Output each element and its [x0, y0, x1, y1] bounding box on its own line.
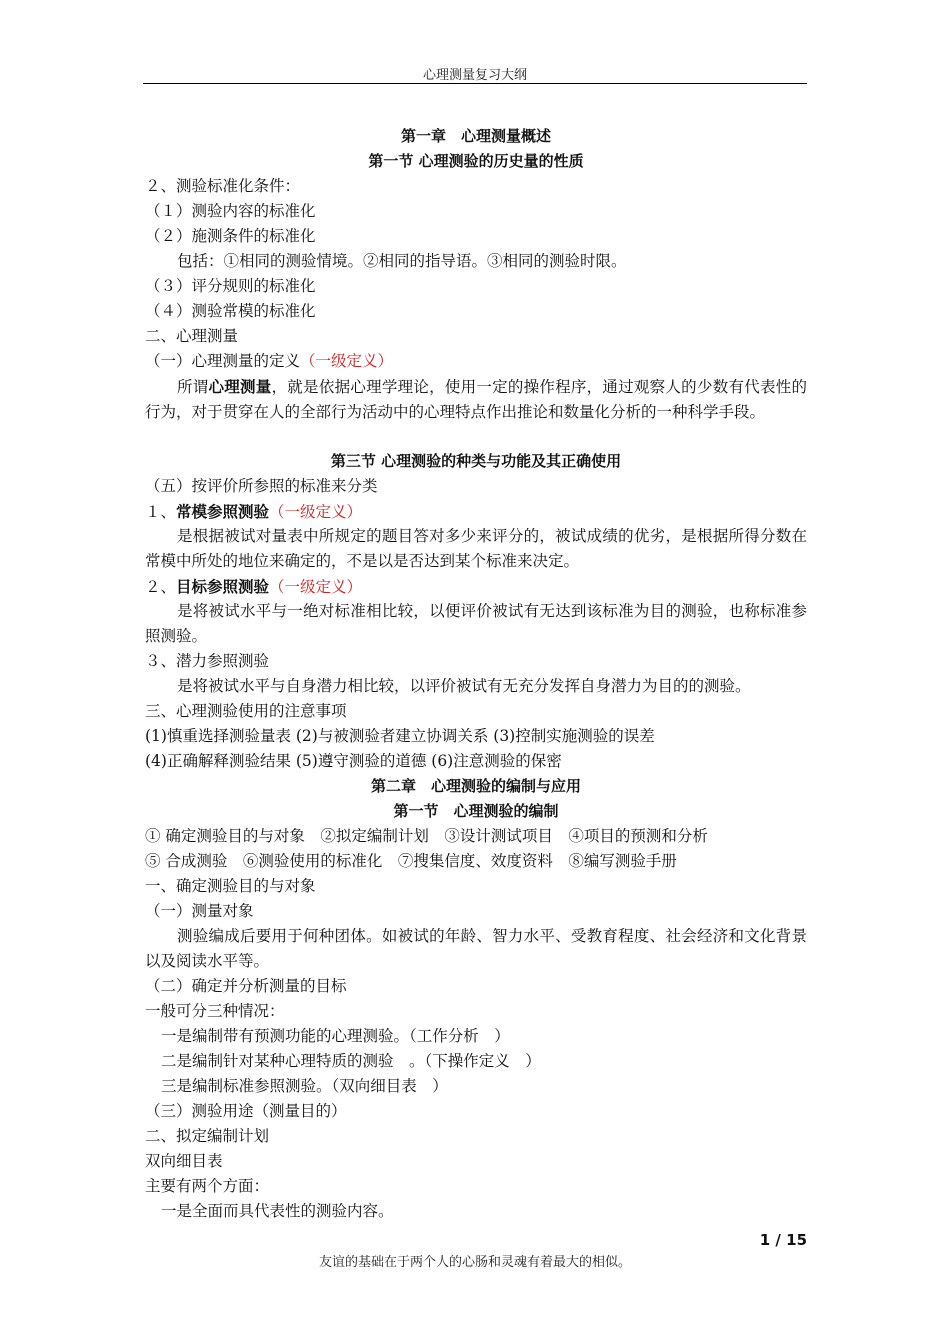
criterion-referenced-heading	[145, 574, 807, 599]
header-divider	[143, 83, 807, 84]
text-line: 一是编制带有预测功能的心理测验。（工作分析 ）	[161, 1027, 510, 1045]
text-line: 一是全面而具代表性的测验内容。	[161, 1202, 394, 1220]
chapter-1-section-1-title: 第一节 心理测验的历史量的性质	[368, 152, 584, 170]
chapter-1-section-3-title: 第三节 心理测验的种类与功能及其正确使用	[330, 452, 622, 470]
text-line: 主要有两个方面：	[145, 1177, 270, 1195]
text-line: （一）测量对象	[145, 902, 254, 920]
text-line: 二、拟定编制计划	[145, 1127, 270, 1145]
text-line: 三是编制标准参照测验。（双向细目表 ）	[161, 1077, 448, 1095]
norm-referenced-heading	[145, 499, 807, 524]
text-line: （三）测验用途（测量目的）	[145, 1102, 347, 1120]
bold-term: 心理测量	[208, 377, 272, 396]
text-line: ⑤ 合成测验 ⑥测验使用的标准化 ⑦搜集信度、效度资料 ⑧编写测验手册	[145, 852, 677, 870]
definition-heading	[145, 349, 807, 374]
chapter-2-title: 第二章 心理测验的编制与应用	[370, 777, 581, 795]
text-line: 是将被试水平与自身潜力相比较，以评价被试有无充分发挥自身潜力为目的的测验。	[177, 677, 751, 695]
paragraph-norm-referenced: 是根据被试对量表中所规定的题目答对多少来评分的，被试成绩的优劣，是根据所得分数在常模中所处的地位来确定的，不是以是否达到某个标准来决定。	[145, 527, 807, 570]
definition-level-tag: （一级定义）	[269, 578, 363, 596]
text-line: 一、确定测验目的与对象	[145, 877, 316, 895]
document-body	[145, 124, 807, 1224]
paragraph-criterion-referenced: 是将被试水平与一绝对标准相比较，以便评价被试有无达到该标准为目的测验，也称标准参照测验。	[145, 602, 807, 645]
bold-term: 常模参照测验	[176, 502, 270, 521]
bold-term: 目标参照测验	[176, 577, 270, 596]
text-line: （五）按评价所参照的标准来分类	[145, 477, 378, 495]
text-line: 双向细目表	[145, 1152, 223, 1170]
text-line: (4)正确解释测验结果 (5)遵守测验的道德 (6)注意测验的保密	[145, 752, 562, 770]
definition-level-tag: （一级定义）	[269, 503, 363, 521]
page-footer: 友谊的基础在于两个人的心肠和灵魂有着最大的相似。	[318, 1255, 631, 1270]
text-line: （２）施测条件的标准化	[145, 227, 316, 245]
text-line: (1)慎重选择测验量表 (2)与被测验者建立协调关系 (3)控制实施测验的误差	[145, 727, 655, 745]
text-line: （４）测验常模的标准化	[145, 302, 316, 320]
paragraph-text: 所谓	[177, 378, 209, 396]
page-header: 心理测量复习大纲	[422, 68, 527, 83]
definition-level-tag: （一级定义）	[300, 352, 394, 370]
page-number: 1 / 15	[759, 1231, 807, 1249]
paragraph-measurement-target: 测验编成后要用于何种团体。如被试的年龄、智力水平、受教育程度、社会经济和文化背景以及阅读水平等。	[145, 927, 807, 970]
text-line: （二）确定并分析测量的目标	[145, 977, 347, 995]
paragraph-psychological-measurement	[145, 374, 807, 449]
text-line: 包括：①相同的测验情境。②相同的指导语。③相同的测验时限。	[177, 252, 627, 270]
chapter-2-section-1-title: 第一节 心理测验的编制	[393, 802, 559, 820]
paragraph-text: ，就是依据心理学理论，使用一定的操作程序，通过观察人的少数有代表性的行为，对于贯穿在人的全部行为活动中的心理特点作出推论和数量化分析的一种科学手段。	[145, 378, 807, 421]
text-line: 二是编制针对某种心理特质的测验 。（下操作定义 ）	[161, 1052, 541, 1070]
text-line: 三、心理测验使用的注意事项	[145, 702, 347, 720]
text-line: ２、测验标准化条件：	[145, 177, 301, 195]
text-line: （３）评分规则的标准化	[145, 277, 316, 295]
text-line: （１）测验内容的标准化	[145, 202, 316, 220]
text-line: ３、潜力参照测验	[145, 652, 270, 670]
item-number: ２、	[145, 578, 177, 596]
item-number: １、	[145, 503, 177, 521]
text-line: 一般可分三种情况：	[145, 1002, 285, 1020]
chapter-1-title: 第一章 心理测量概述	[400, 127, 551, 145]
text-line: ① 确定测验目的与对象 ②拟定编制计划 ③设计测试项目 ④项目的预测和分析	[145, 827, 708, 845]
definition-heading-text: （一）心理测量的定义	[145, 352, 301, 370]
text-line: 二、心理测量	[145, 327, 239, 345]
